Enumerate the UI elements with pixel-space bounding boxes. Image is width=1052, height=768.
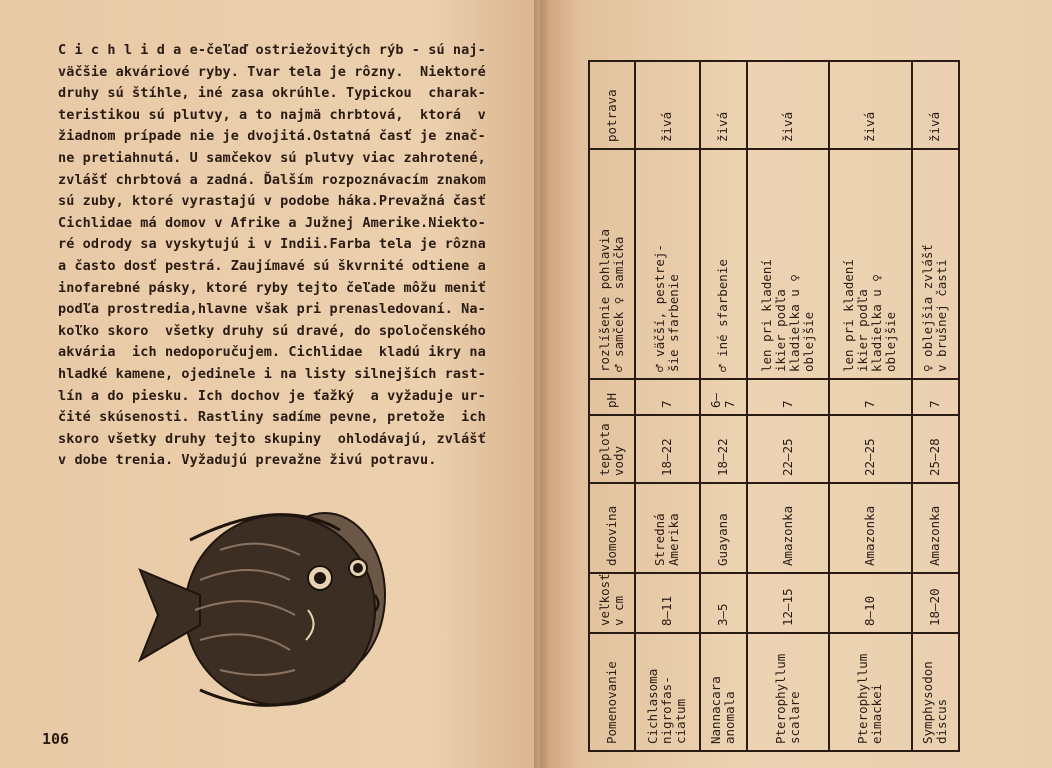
text-line: hladké kamene, ojedinele i na listy silnejších rast-	[58, 365, 486, 382]
text-line: C i c h l i d a e-čeľaď ostriežovitých rýb - sú naj-	[58, 42, 486, 58]
header-name: Pomenovanie	[589, 633, 635, 751]
cell-food: živá	[829, 61, 911, 149]
cell-sex-distinction: ♀ oblejšia zvlášť v brušnej časti	[912, 149, 959, 379]
cell-size: 18–20	[912, 573, 959, 633]
cell-size: 12–15	[747, 573, 829, 633]
page-number: 106	[42, 730, 70, 748]
cichlid-table-rotated	[588, 62, 960, 752]
body-text	[58, 40, 516, 472]
text-line: koľko skoro všetky druhy sú dravé, do spoločenského	[58, 322, 486, 339]
header-ph: pH	[589, 379, 635, 415]
cell-sex-distinction: ♂ väčší, pestrej- šie sfarbenie	[635, 149, 700, 379]
cell-ph: 7	[747, 379, 829, 415]
cell-food: živá	[747, 61, 829, 149]
cell-sex-distinction: ♂ iné sfarbenie	[700, 149, 747, 379]
cell-name: Cichlasoma nigrofas- ciatum	[635, 633, 700, 751]
cell-temperature: 18–22	[700, 415, 747, 483]
cell-sex-distinction: len pri kladení ikier podľa kladielka u ♀ oblejšie	[829, 149, 911, 379]
text-line: druhy sú štíhle, iné zasa okrúhle. Typickou charak-	[58, 85, 486, 102]
text-line: a často dosť pestrá. Zaujímavé sú škvrnité odtiene a	[58, 257, 486, 274]
cell-origin: Amazonka	[829, 483, 911, 573]
cell-origin: Stredná Amerika	[635, 483, 700, 573]
cell-origin: Amazonka	[912, 483, 959, 573]
table-row	[747, 61, 829, 751]
table-row	[635, 61, 700, 751]
text-line: teristikou sú plutvy, a to najmä chrbtová, ktorá v	[58, 106, 486, 123]
cell-sex-distinction: len pri kladení ikier podľa kladielka u ♀ oblejšie	[747, 149, 829, 379]
text-line: sú zuby, ktoré vyrastajú v podobe háka.Prevažná časť	[58, 193, 486, 210]
text-line: v dobe trenia. Vyžadujú prevažne živú potravu.	[58, 452, 437, 469]
cell-food: živá	[912, 61, 959, 149]
cell-origin: Guayana	[700, 483, 747, 573]
cell-name: Nannacara anomala	[700, 633, 747, 751]
cell-ph: 7	[635, 379, 700, 415]
text-line: čité skúsenosti. Rastliny sadíme pevne, pretože ich	[58, 409, 486, 426]
cell-name: Symphysodon discus	[912, 633, 959, 751]
cell-origin: Amazonka	[747, 483, 829, 573]
cell-temperature: 18–22	[635, 415, 700, 483]
table-header-row	[589, 61, 635, 751]
book-gutter	[534, 0, 548, 768]
cell-temperature: 22–25	[747, 415, 829, 483]
text-line: ré odrody sa vyskytujú i v Indii.Farba tela je rôzna	[58, 236, 486, 253]
cell-food: živá	[635, 61, 700, 149]
header-food: potrava	[589, 61, 635, 149]
cell-size: 8–10	[829, 573, 911, 633]
header-size: veľkosť v cm	[589, 573, 635, 633]
cell-size: 3–5	[700, 573, 747, 633]
discus-fish-illustration	[130, 500, 390, 715]
text-line: skoro všetky druhy tejto skupiny ohlodávajú, zvlášť	[58, 430, 486, 447]
cell-temperature: 22–25	[829, 415, 911, 483]
cell-ph: 7	[912, 379, 959, 415]
cichlid-table	[588, 60, 960, 752]
table-row	[829, 61, 911, 751]
text-line: zvlášť chrbtová a zadná. Ďalším rozpoznávacím znakom	[58, 171, 486, 188]
cell-ph: 7	[829, 379, 911, 415]
cell-name: Pterophyllum eimackei	[829, 633, 911, 751]
header-sex-distinction: rozlíšenie pohlavia ♂ samček ♀ samička	[589, 149, 635, 379]
text-line: žiadnom prípade nie je dvojitá.Ostatná časť je znač-	[58, 128, 486, 145]
text-line: podľa prostredia,hlavne však pri prenasledovaní. Na-	[58, 301, 486, 318]
cell-size: 8–11	[635, 573, 700, 633]
text-line: akvária ich nedoporučujem. Cichlidae kladú ikry na	[58, 344, 486, 361]
cell-name: Pterophyllum scalare	[747, 633, 829, 751]
header-origin: domovina	[589, 483, 635, 573]
text-line: inofarebné pásky, ktoré ryby tejto čeľade môžu meniť	[58, 279, 486, 296]
text-line: ne pretiahnutá. U samčekov sú plutvy viac zahrotené,	[58, 149, 486, 166]
cell-temperature: 25–28	[912, 415, 959, 483]
text-line: Cichlidae má domov v Afrike a Južnej Amerike.Niekto-	[58, 214, 486, 231]
text-line: väčšie akváriové ryby. Tvar tela je rôzny. Niektoré	[58, 63, 486, 80]
header-water-temperature: teplota vody	[589, 415, 635, 483]
table-row	[700, 61, 747, 751]
table-row	[912, 61, 959, 751]
text-line: lín a do piesku. Ich dochov je ťažký a vyžaduje ur-	[58, 387, 486, 404]
cell-food: živá	[700, 61, 747, 149]
cell-ph: 6–7	[700, 379, 747, 415]
